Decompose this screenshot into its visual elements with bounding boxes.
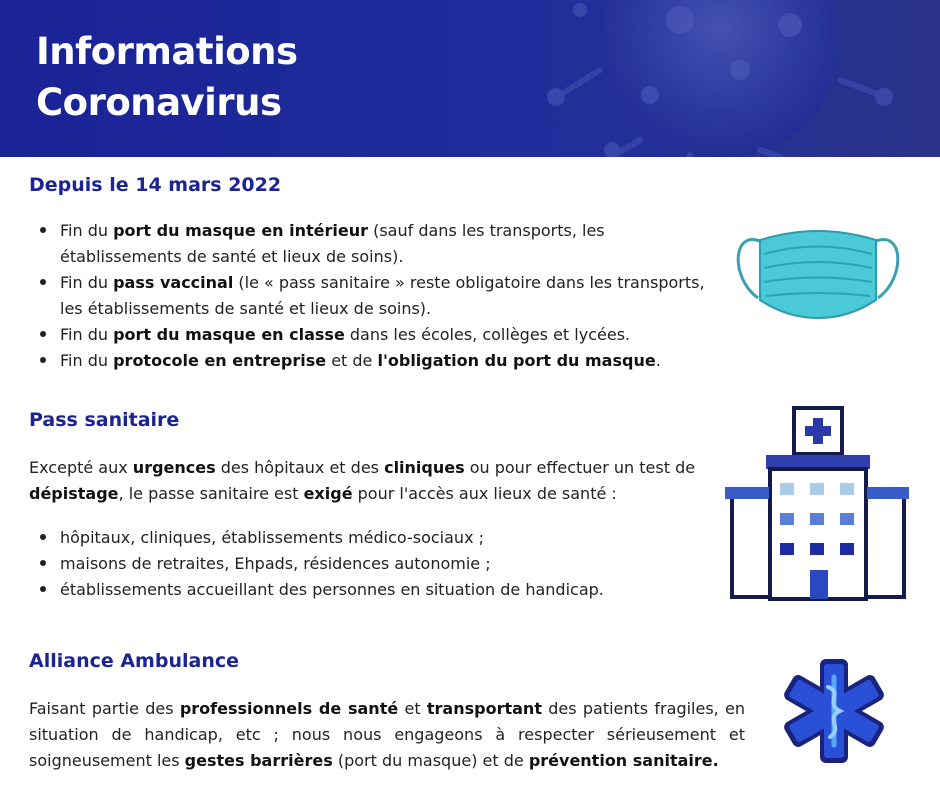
bold-text: professionnels de santé <box>179 699 399 718</box>
text-run: Fin du <box>60 325 114 344</box>
bold-text: prévention sanitaire. <box>528 751 719 770</box>
header-banner <box>0 0 940 157</box>
text-run: et de <box>326 351 378 370</box>
hospital-icon <box>722 405 912 605</box>
measures-list <box>40 218 730 374</box>
bold-text: urgences <box>132 458 216 477</box>
title-line-2: Coronavirus <box>36 81 282 124</box>
section-title-alliance: Alliance Ambulance <box>29 650 239 672</box>
health-places-list <box>40 525 710 603</box>
text-run: et <box>398 699 427 718</box>
text-run: , le passe sanitaire est <box>118 484 304 503</box>
bold-text: exigé <box>303 484 353 503</box>
list-item <box>40 322 730 348</box>
alliance-text <box>29 696 745 774</box>
section-title-depuis: Depuis le 14 mars 2022 <box>29 174 282 196</box>
list-item <box>40 348 730 374</box>
list-item: maisons de retraites, Ehpads, résidences autonomie ; <box>40 551 710 577</box>
bold-text: dépistage <box>29 484 119 503</box>
page-title <box>36 26 298 128</box>
bold-text: cliniques <box>384 458 465 477</box>
text-run: dans les écoles, collèges et lycées. <box>344 325 631 344</box>
text-run: Excepté aux <box>29 458 133 477</box>
list-item <box>40 270 730 322</box>
text-run: Faisant partie des <box>29 699 180 718</box>
bold-text: port du masque en intérieur <box>113 221 369 240</box>
text-run: (sauf dans les transports, les établissements de santé et lieux de soins). <box>60 221 605 266</box>
section-title-pass: Pass sanitaire <box>29 409 180 431</box>
bold-text: pass vaccinal <box>113 273 234 292</box>
text-run: (le « pass sanitaire » reste obligatoire dans les transports, les établissements de santé et lieux de soins). <box>60 273 705 318</box>
text-run: des patients fragiles, en situation de handicap, etc ; nous nous engageons à respecter sérieusement et soigneusement les <box>29 699 746 770</box>
bold-text: protocole en entreprise <box>113 351 327 370</box>
list-item <box>40 218 730 270</box>
bold-text: transportant <box>426 699 542 718</box>
bold-text: port du masque en classe <box>113 325 345 344</box>
title-line-1: Informations <box>36 30 298 73</box>
pass-intro-text <box>29 455 699 507</box>
bold-text: l'obligation du port du masque <box>377 351 656 370</box>
face-mask-icon <box>730 218 906 332</box>
list-item: établissements accueillant des personnes en situation de handicap. <box>40 577 710 603</box>
text-run: Fin du <box>60 273 114 292</box>
text-run: pour l'accès aux lieux de santé : <box>352 484 617 503</box>
text-run: . <box>655 351 661 370</box>
text-run: Fin du <box>60 351 114 370</box>
list-item: hôpitaux, cliniques, établissements médico-sociaux ; <box>40 525 710 551</box>
text-run: Fin du <box>60 221 114 240</box>
bold-text: gestes barrières <box>184 751 333 770</box>
text-run: (port du masque) et de <box>332 751 529 770</box>
star-of-life-icon <box>778 655 890 767</box>
text-run: ou pour effectuer un test de <box>464 458 696 477</box>
text-run: des hôpitaux et des <box>215 458 385 477</box>
